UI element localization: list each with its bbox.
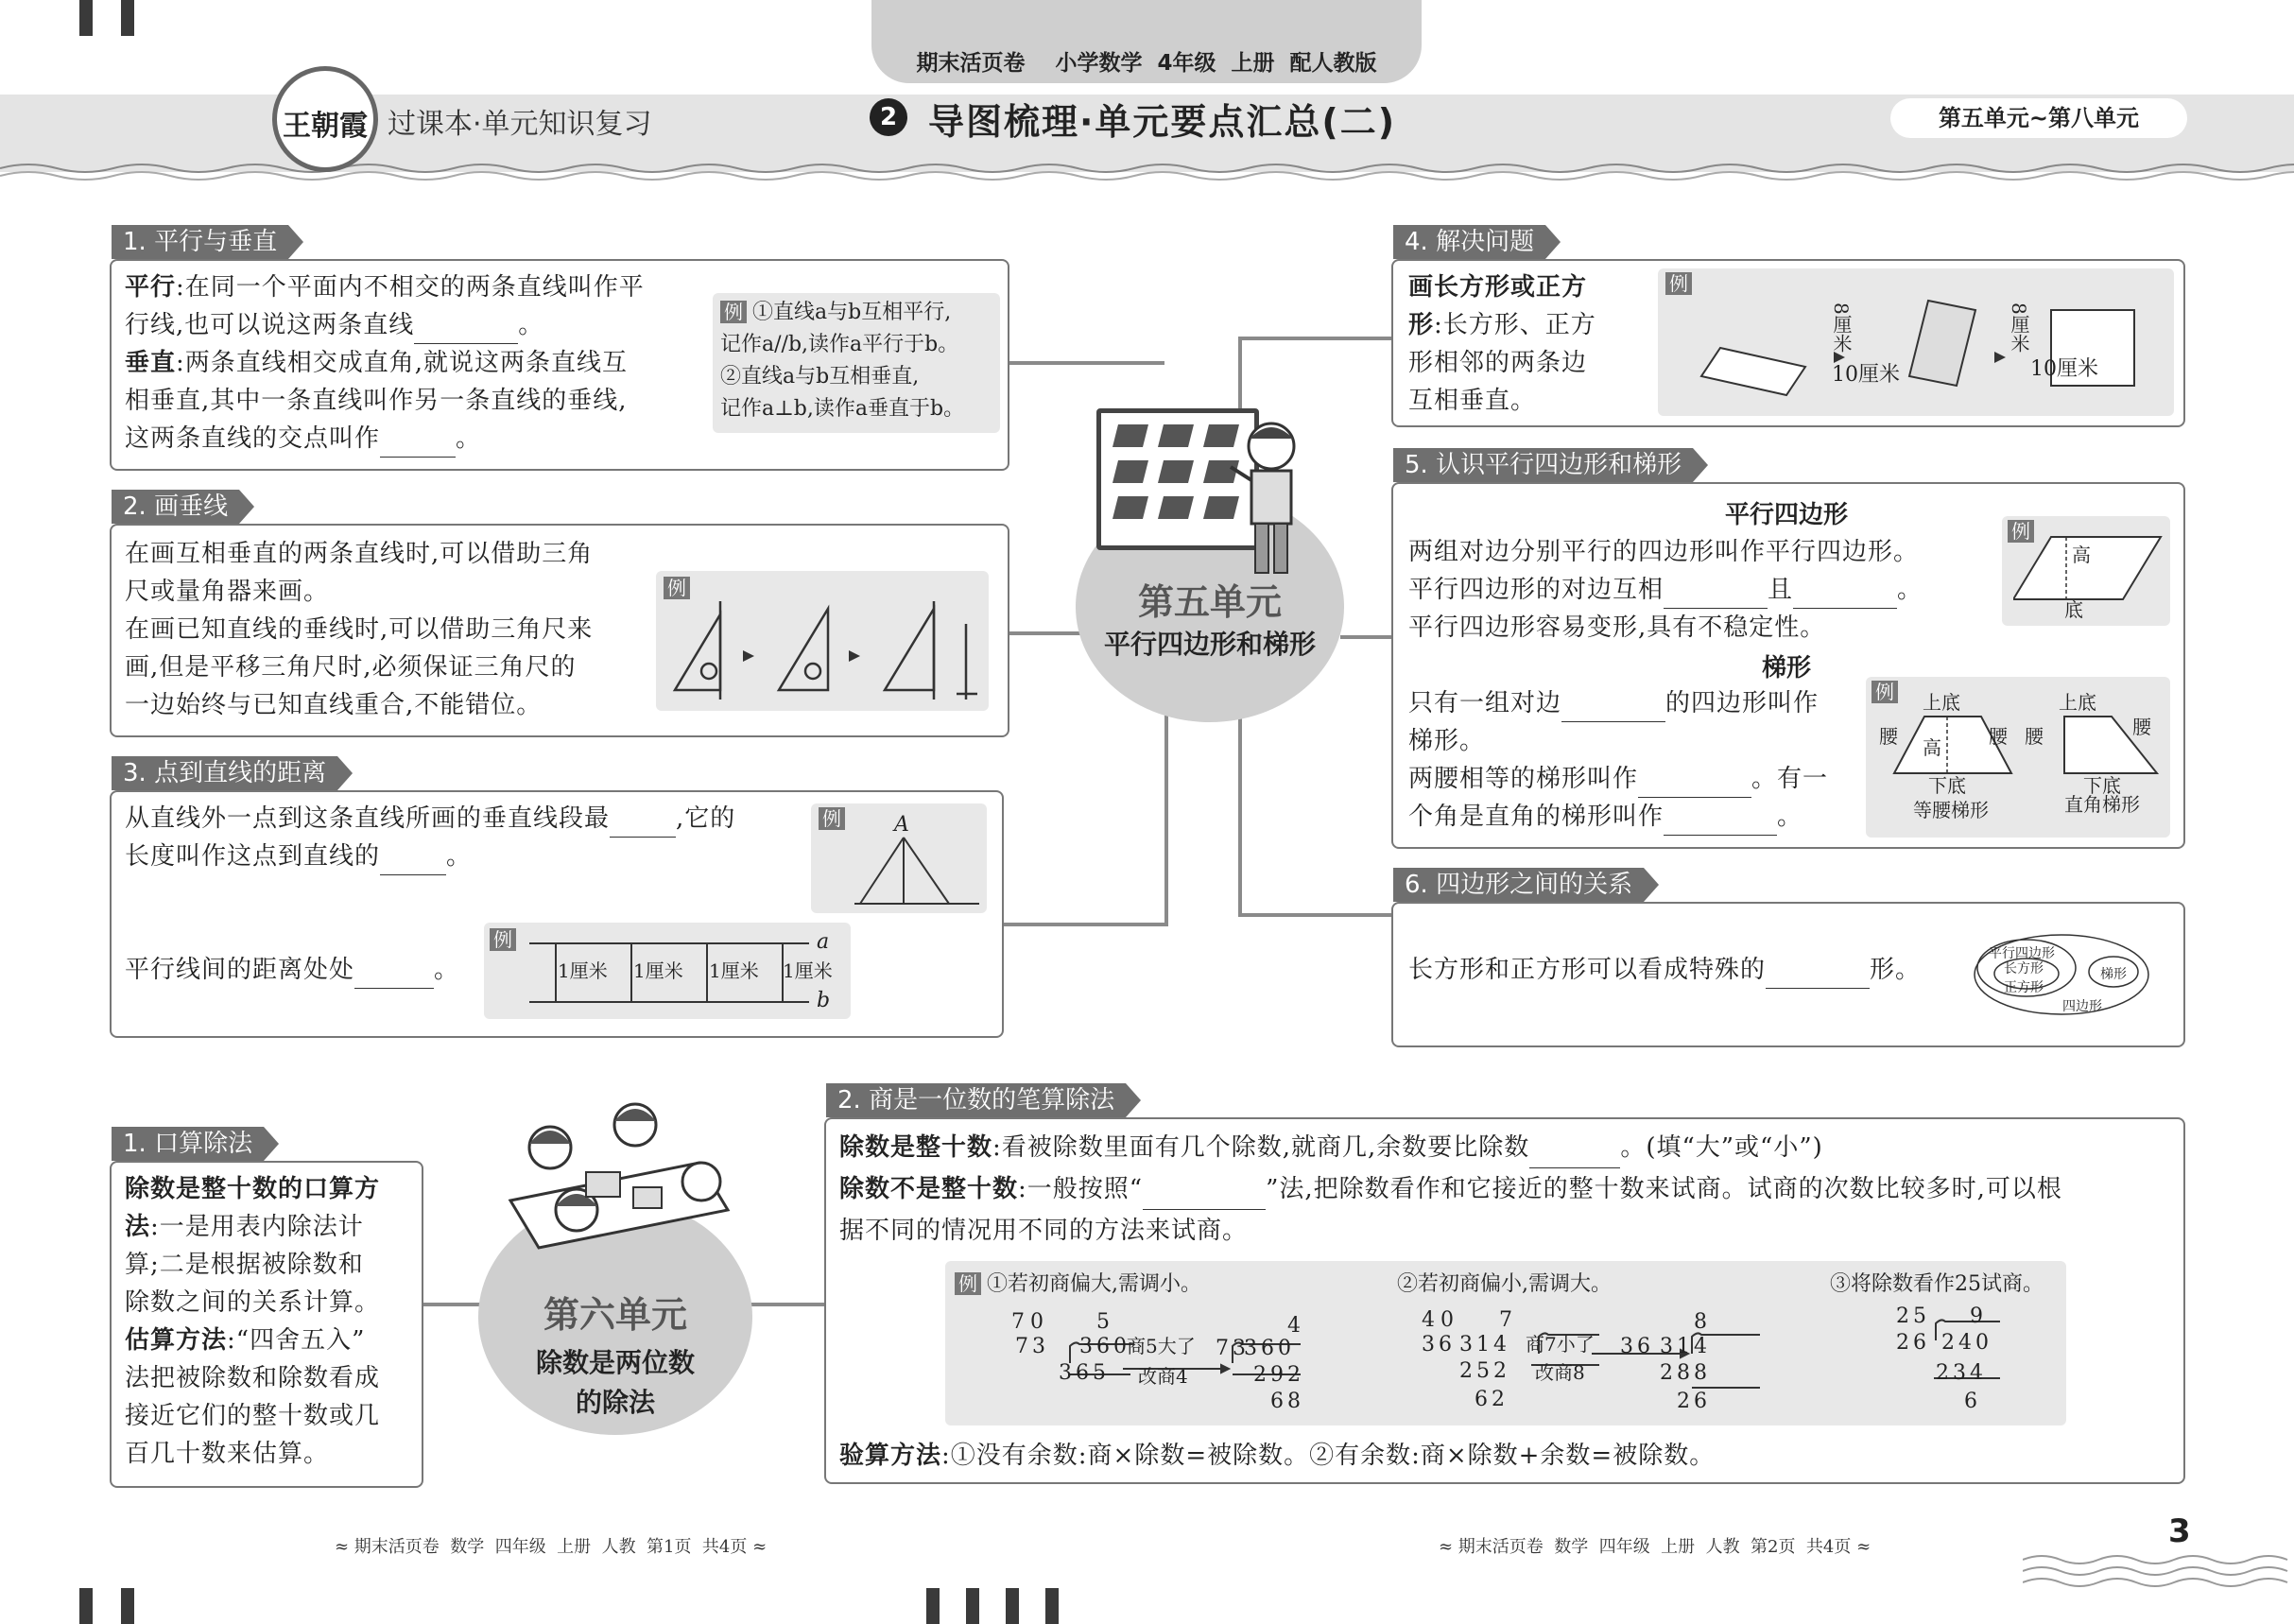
subheading: 平行四边形 — [1724, 501, 1848, 529]
venn-label: 长方形 — [2004, 961, 2044, 976]
answer-blank[interactable] — [1529, 1142, 1620, 1168]
section-text — [1408, 951, 1957, 989]
text: 尺或量角器来画。 — [125, 578, 330, 606]
text: 。有一 — [1751, 765, 1829, 793]
bottom-base-label: 下底 — [2083, 774, 2121, 797]
cm-label: 1厘米 — [633, 959, 683, 982]
trapezoid-type: 直角梯形 — [2064, 793, 2140, 816]
text: 两组对边分别平行的四边形叫作平行四边形。 — [1408, 538, 1920, 566]
text: 在画互相垂直的两条直线时,可以借助三角 — [125, 540, 594, 568]
calc-note: 改商4 — [1138, 1365, 1188, 1388]
text: 只有一组对边 — [1408, 689, 1562, 717]
calc-value: 360 — [1079, 1335, 1130, 1358]
example-label: 例 — [664, 577, 690, 599]
calc-value: 62 — [1475, 1388, 1509, 1411]
venn-label: 梯形 — [2100, 967, 2127, 982]
keyword: 形 — [1408, 311, 1435, 339]
text: ①直线a与b互相平行, — [752, 301, 952, 324]
text: :一是用表内除法计 — [150, 1213, 364, 1241]
example-label: 例 — [490, 928, 516, 951]
answer-blank[interactable] — [1561, 696, 1665, 722]
calc-value: 288 — [1660, 1361, 1711, 1385]
keyword: 垂直 — [125, 349, 177, 377]
section-text — [125, 951, 503, 989]
calc-value: 365 — [1059, 1361, 1110, 1385]
section-text — [1408, 268, 1654, 420]
text: 在画已知直线的垂线时,可以借助三角尺来 — [125, 615, 594, 644]
text: :长方形、正方 — [1434, 311, 1596, 339]
section-text — [1408, 684, 1862, 836]
text: 据不同的情况用不同的方法来试商。 — [839, 1217, 1249, 1245]
example-label: 例 — [1871, 681, 1898, 703]
section-tag: 2. 商是一位数的笔算除法 — [826, 1083, 1126, 1117]
calc-value: 6 — [1964, 1390, 1977, 1413]
calc-value: 26 — [1896, 1331, 1930, 1355]
text: 记作a//b,读作a平行于b。 — [720, 333, 959, 356]
calc-value: 9 — [1970, 1304, 1983, 1328]
section-tag: 4. 解决问题 — [1393, 225, 1545, 259]
trapezoid-type: 等腰梯形 — [1913, 799, 1989, 821]
text: 行线,也可以说这两条直线 — [125, 311, 415, 339]
top-base-label: 上底 — [2059, 691, 2096, 714]
venn-label: 四边形 — [2062, 999, 2102, 1014]
section-tag: 2. 画垂线 — [112, 490, 239, 524]
footer-left: ≈ 期末活页卷 数学 四年级 上册 人教 第1页 共4页 ≈ — [335, 1537, 768, 1557]
height-label: 8厘米 — [2008, 302, 2030, 353]
text: 百几十数来估算。 — [125, 1440, 330, 1468]
text: 。 — [456, 424, 482, 453]
text: 这两条直线的交点叫作 — [125, 424, 381, 453]
teacher-boy-icon — [1229, 412, 1314, 582]
unit6-name: 第六单元 — [543, 1294, 687, 1336]
calc-value: 8 — [1694, 1310, 1707, 1334]
keyword: 除数不是整十数 — [839, 1175, 1019, 1203]
registration-mark — [1006, 1588, 1019, 1624]
length-label: 10厘米 — [1832, 363, 1900, 387]
text: 接近它们的整十数或几 — [125, 1402, 381, 1430]
connector — [1164, 700, 1168, 926]
answer-blank[interactable] — [354, 962, 434, 989]
calc-value: 7 — [1499, 1308, 1512, 1332]
top-base-label: 上底 — [1923, 691, 1960, 714]
text: 除数之间的关系计算。 — [125, 1288, 381, 1317]
leg-label: 腰 — [1989, 725, 2008, 748]
section-tag: 6. 四边形之间的关系 — [1393, 868, 1644, 902]
calc-value: 36 — [1422, 1333, 1456, 1356]
answer-blank[interactable] — [380, 849, 446, 875]
answer-blank[interactable] — [380, 431, 456, 458]
base-label: 底 — [2064, 598, 2083, 621]
bottom-base-label: 下底 — [1928, 774, 1966, 797]
line-label: a — [817, 930, 830, 954]
calc-value: 4 — [1287, 1314, 1301, 1338]
section-tag: 1. 口算除法 — [112, 1127, 264, 1161]
text: 。(填“大”或“小”) — [1620, 1133, 1823, 1162]
text: :两条直线相交成直角,就说这两条直线互 — [176, 349, 629, 377]
line-label: b — [817, 989, 831, 1012]
point-label: A — [894, 813, 909, 837]
registration-mark — [926, 1588, 940, 1624]
connector — [1238, 913, 1391, 917]
text: 个角是直角的梯形叫作 — [1408, 803, 1664, 831]
registration-mark — [79, 0, 93, 36]
section-text — [839, 1437, 2163, 1475]
footer-right: ≈ 期末活页卷 数学 四年级 上册 人教 第2页 共4页 ≈ — [1439, 1537, 1871, 1557]
text: 梯形。 — [1408, 727, 1486, 755]
registration-mark — [966, 1588, 979, 1624]
text: 相垂直,其中一条直线叫作另一条直线的垂线, — [125, 387, 628, 415]
keyword: 估算方法 — [125, 1326, 228, 1355]
text: 长方形和正方形可以看成特殊的 — [1408, 956, 1767, 984]
text: 法把被除数和除数看成 — [125, 1364, 381, 1392]
text: ①若初商偏大,需调小。 — [987, 1272, 1201, 1296]
text: 算;二是根据被除数和 — [125, 1251, 364, 1279]
calc-value: 25 — [1896, 1304, 1930, 1328]
section-text — [839, 1127, 2182, 1252]
venn-label: 正方形 — [2004, 980, 2044, 995]
section-tag: 1. 平行与垂直 — [112, 225, 288, 259]
answer-blank[interactable] — [414, 318, 518, 344]
text: 。 — [1897, 576, 1923, 604]
text: 。 — [446, 842, 473, 871]
page-title: 导图梳理·单元要点汇总(二) — [928, 101, 1397, 143]
case-label: ③将除数看作25试商。 — [1830, 1272, 2044, 1296]
text: 。 — [1777, 803, 1803, 831]
calc-value: 314 — [1660, 1335, 1711, 1358]
example-label: 例 — [720, 301, 747, 323]
text: 两腰相等的梯形叫作 — [1408, 765, 1639, 793]
calc-value: 240 — [1941, 1331, 1992, 1355]
leg-label: 腰 — [1879, 725, 1898, 748]
registration-mark — [121, 1588, 134, 1624]
text: :①没有余数:商×除数=被除数。②有余数:商×除数+余数=被除数。 — [941, 1442, 1716, 1470]
text: ②直线a与b互相垂直, — [720, 365, 920, 389]
height-label: 8厘米 — [1830, 302, 1853, 353]
height-label: 高 — [2072, 544, 2091, 566]
text: :一般按照“ — [1018, 1175, 1144, 1203]
keyword: 除数是整十数 — [839, 1133, 993, 1162]
text: 平行四边形的对边互相 — [1408, 576, 1664, 604]
text: 且 — [1768, 576, 1794, 604]
leg-label: 腰 — [2132, 716, 2151, 738]
calc-value: 73 — [1015, 1335, 1049, 1358]
example-label: 例 — [955, 1272, 981, 1295]
calc-value: 314 — [1459, 1333, 1510, 1356]
cm-label: 1厘米 — [558, 959, 608, 982]
page-number: 3 — [2163, 1512, 2197, 1550]
connector — [1004, 923, 1168, 926]
calc-note: 商5大了 — [1127, 1335, 1196, 1357]
section-text — [125, 1170, 418, 1473]
text: 的四边形叫作 — [1665, 689, 1820, 717]
circle-number: 2 — [870, 98, 907, 136]
section-text — [125, 800, 805, 875]
section-text — [1408, 533, 2013, 647]
text: :在同一个平面内不相交的两条直线叫作平 — [176, 273, 645, 302]
length-label: 10厘米 — [2030, 357, 2098, 381]
answer-blank[interactable] — [1793, 582, 1897, 609]
text: ,它的 — [676, 804, 736, 833]
unit5-subtitle: 平行四边形和梯形 — [1103, 629, 1316, 660]
text: 形。 — [1870, 956, 1922, 984]
leg-label: 腰 — [2025, 725, 2044, 748]
answer-blank[interactable] — [1664, 809, 1777, 836]
unit-range: 第五单元~第八单元 — [1890, 98, 2187, 138]
example-label: 例 — [2008, 520, 2034, 543]
keyword: 验算方法 — [839, 1442, 942, 1470]
calc-value: 73 — [1216, 1337, 1250, 1360]
text: ”法,把除数看作和它接近的整十数来试商。试商的次数比较多时,可以根 — [1266, 1175, 2062, 1203]
height-label: 高 — [1923, 736, 1941, 759]
top-banner-text: 期末活页卷 小学数学 4年级 上册 配人教版 — [916, 51, 1377, 76]
text: 记作a⊥b,读作a垂直于b。 — [720, 397, 965, 421]
triangle-ruler-diagram — [662, 596, 983, 707]
draw-rectangle-diagram — [1692, 291, 2165, 410]
answer-blank[interactable] — [1638, 771, 1751, 798]
answer-blank[interactable] — [1664, 582, 1768, 609]
example-label: 例 — [1665, 272, 1692, 295]
calc-value: 68 — [1270, 1390, 1304, 1413]
text: 平行线间的距离处处 — [125, 956, 355, 984]
text: 形相邻的两条边 — [1408, 349, 1588, 377]
text: 画,但是平移三角尺时,必须保证三角尺的 — [125, 653, 577, 682]
section-tag: 3. 点到直线的距离 — [112, 756, 337, 790]
point-distance-diagram — [851, 832, 983, 911]
unit5-name: 第五单元 — [1137, 581, 1282, 623]
text: 互相垂直。 — [1408, 387, 1537, 415]
calc-value: 40 — [1422, 1308, 1459, 1332]
calc-value: 252 — [1459, 1359, 1510, 1383]
calc-value: 292 — [1253, 1363, 1304, 1387]
answer-blank[interactable] — [1766, 962, 1870, 989]
registration-mark — [121, 0, 134, 36]
calc-value: 36 — [1620, 1335, 1654, 1358]
text: 一边始终与已知直线重合,不能错位。 — [125, 691, 543, 719]
calc-note: 商7小了 — [1526, 1333, 1595, 1356]
keyword: 画长方形或正方 — [1408, 273, 1588, 302]
subheading: 梯形 — [1761, 654, 1811, 682]
calc-value: 70 — [1011, 1310, 1049, 1334]
answer-blank[interactable] — [610, 811, 676, 838]
case-label: ②若初商偏小,需调大。 — [1397, 1272, 1612, 1296]
example-box — [713, 293, 1000, 433]
unit6-subtitle: 除数是两位数 — [535, 1347, 695, 1378]
cm-label: 1厘米 — [709, 959, 759, 982]
logo-text: 王朝霞 — [283, 110, 368, 143]
footer-wave — [2023, 1550, 2294, 1588]
answer-blank[interactable] — [1143, 1183, 1266, 1210]
text: 从直线外一点到这条直线所画的垂直线段最 — [125, 804, 611, 833]
text: 平行四边形容易变形,具有不稳定性。 — [1408, 613, 1826, 642]
connector — [1340, 635, 1391, 639]
section-text — [125, 535, 654, 724]
text: :看被除数里面有几个除数,就商几,余数要比除数 — [992, 1133, 1530, 1162]
keyword: 平行 — [125, 273, 177, 302]
connector — [1238, 337, 1391, 340]
text: 长度叫作这点到直线的 — [125, 842, 381, 871]
keyword: 法 — [125, 1213, 151, 1241]
venn-label: 平行四边形 — [1989, 946, 2055, 961]
section-tag: 5. 认识平行四边形和梯形 — [1393, 448, 1693, 482]
example-label: 例 — [819, 807, 845, 830]
calc-value: 5 — [1096, 1310, 1110, 1334]
registration-mark — [1045, 1588, 1059, 1624]
series-title: 过课本·单元知识复习 — [388, 108, 652, 141]
section-text — [125, 268, 711, 458]
connector — [1009, 361, 1164, 365]
registration-mark — [79, 1588, 93, 1624]
cm-label: 1厘米 — [783, 959, 833, 982]
text: 。 — [518, 311, 544, 339]
calc-value: 360 — [1244, 1337, 1295, 1360]
students-table-icon — [492, 1097, 737, 1257]
keyword: 除数是整十数的口算方 — [125, 1175, 381, 1203]
text: :“四舍五入” — [227, 1326, 366, 1355]
text: 。 — [434, 956, 460, 984]
calc-value: 234 — [1936, 1361, 1987, 1385]
unit6-subtitle: 的除法 — [575, 1387, 655, 1418]
calc-note: 改商8 — [1535, 1361, 1585, 1384]
calc-value: 26 — [1677, 1390, 1711, 1413]
